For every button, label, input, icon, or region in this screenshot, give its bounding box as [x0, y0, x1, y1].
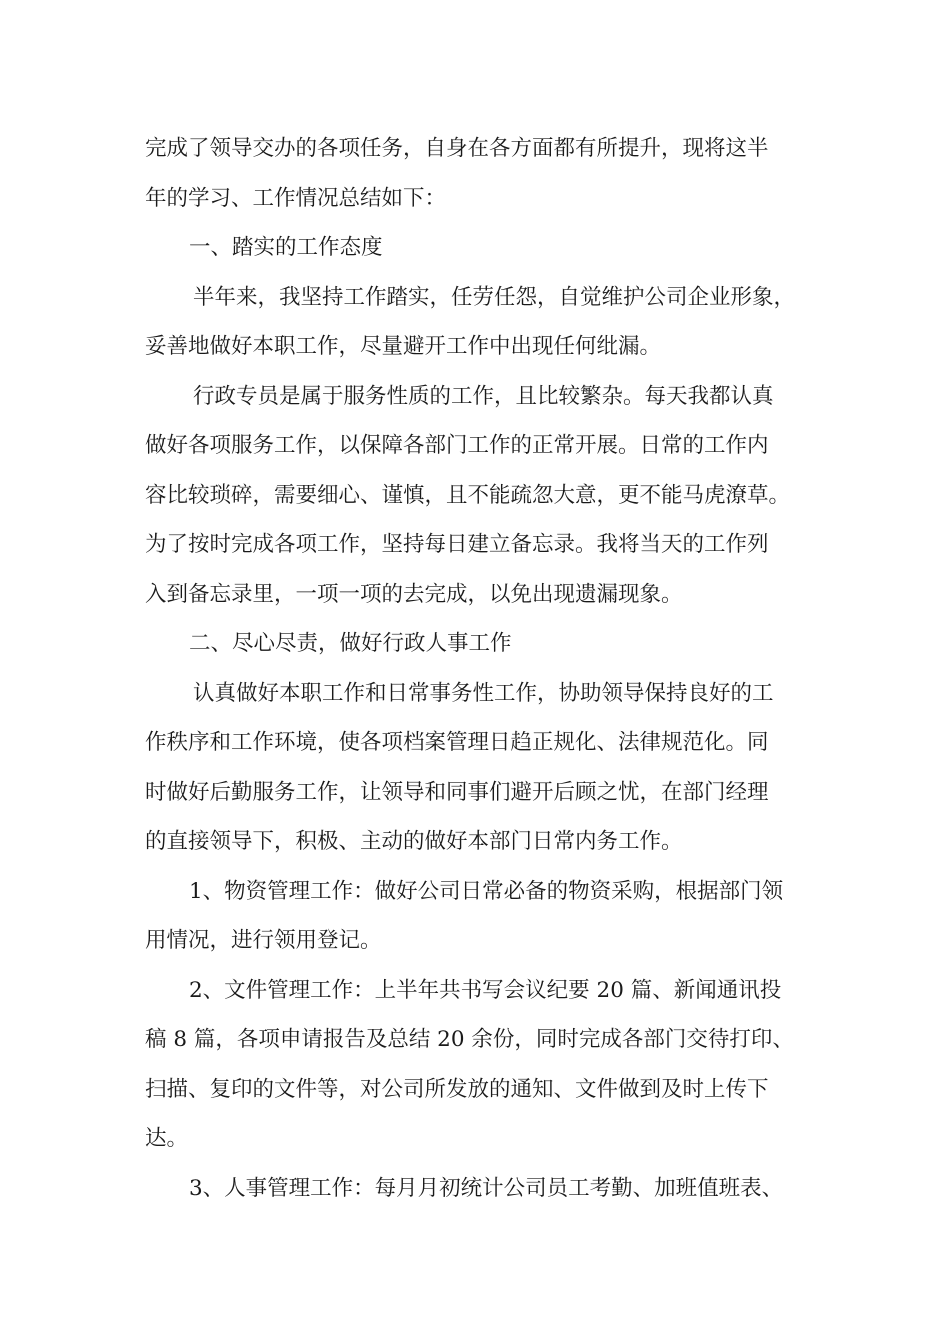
text-line: 入到备忘录里，一项一项的去完成，以免出现遗漏现象。: [145, 581, 683, 607]
text-line: 完成了领导交办的各项任务，自身在各方面都有所提升，现将这半: [145, 136, 769, 161]
text-line: 妥善地做好本职工作，尽量避开工作中出现任何纰漏。: [145, 334, 662, 359]
text-line: 半年来，我坚持工作踏实，任劳任怨，自觉维护公司企业形象，: [193, 284, 796, 310]
section-heading: 一、踏实的工作态度: [189, 235, 383, 260]
text-line: 时做好后勤服务工作，让领导和同事们避开后顾之忧，在部门经理: [145, 779, 769, 805]
text-line: 容比较琐碎，需要细心、谨慎，且不能疏忽大意，更不能马虎潦草。: [145, 482, 791, 508]
text-line: 用情况，进行领用登记。: [145, 928, 382, 953]
text-line: 的直接领导下，积极、主动的做好本部门日常内务工作。: [145, 829, 683, 854]
section-heading: 二、尽心尽责，做好行政人事工作: [189, 631, 512, 656]
text-line: 行政专员是属于服务性质的工作，且比较繁杂。每天我都认真: [193, 383, 774, 409]
text-line: 为了按时完成各项工作，坚持每日建立备忘录。我将当天的工作列: [145, 532, 769, 557]
list-item: 3、人事管理工作：每月月初统计公司员工考勤、加班值班表、: [189, 1175, 784, 1201]
text-line: 达。: [145, 1126, 189, 1151]
text-line: 作秩序和工作环境，使各项档案管理日趋正规化、法律规范化。同: [145, 730, 769, 755]
text-line: 扫描、复印的文件等，对公司所发放的通知、文件做到及时上传下: [145, 1076, 769, 1102]
document-body: [145, 124, 835, 1213]
list-item: 1、物资管理工作：做好公司日常必备的物资采购，根据部门领: [189, 878, 784, 904]
text-line: 做好各项服务工作，以保障各部门工作的正常开展。日常的工作内: [145, 433, 769, 458]
list-item: 2、文件管理工作：上半年共书写会议纪要 20 篇、新闻通讯投: [189, 977, 782, 1003]
text-line: 年的学习、工作情况总结如下：: [145, 185, 447, 211]
text-line: 认真做好本职工作和日常事务性工作，协助领导保持良好的工: [193, 680, 774, 706]
text-line: 稿 8 篇，各项申请报告及总结 20 余份，同时完成各部门交待打印、: [145, 1027, 794, 1052]
